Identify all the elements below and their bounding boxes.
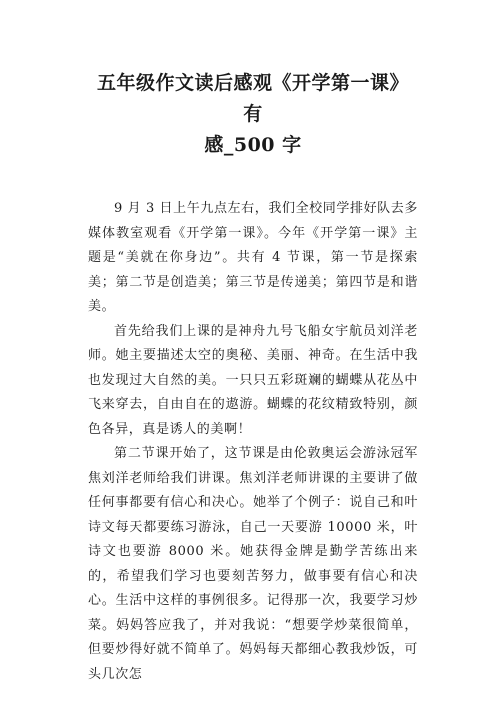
- title-line-2: 感_500 字: [204, 134, 302, 156]
- paragraph-3: 第二节课开始了，这节课是由伦敦奥运会游泳冠军焦刘洋老师给我们讲课。焦刘洋老师讲课的主要讲了做任何事都要有信心和决心。她举了个例子：说自己和叶诗文每天都要练习游泳，自己一天要游 10000 米，叶诗文也要游 8000 米。她获得金牌是勤学苦练出来的，希望我们学习也要刻苦努力，做事要有信心和决心。生活中这样的事例很多。记得那一次，我要学习炒菜。妈妈答应我了，并对我说：“想要学炒菜很简单，但要炒得好就不简单了。妈妈每天都细心教我炒饭，可头几次怎: [88, 446, 418, 682]
- paragraph-1: 9 月 3 日上午九点左右，我们全校同学排好队去多媒体教室观看《开学第一课》。今年《开学第一课》主题是“美就在你身边”。共有 4 节课，第一节是探索美；第二节是创造美；第三节是传递美；第四节是和谐美。: [88, 201, 418, 314]
- paragraph-2: 首先给我们上课的是神舟九号飞船女宇航员刘洋老师。她主要描述太空的奥秘、美丽、神奇。在生活中我也发现过大自然的美。一只只五彩斑斓的蝴蝶从花丛中飞来穿去，自由自在的遨游。蝴蝶的花纹精致特别，颜色各异，真是诱人的美啊！: [88, 323, 418, 437]
- document-body: [88, 197, 418, 687]
- document-title: [88, 68, 418, 161]
- title-line-1: 五年级作文读后感观《开学第一课》有: [96, 72, 409, 125]
